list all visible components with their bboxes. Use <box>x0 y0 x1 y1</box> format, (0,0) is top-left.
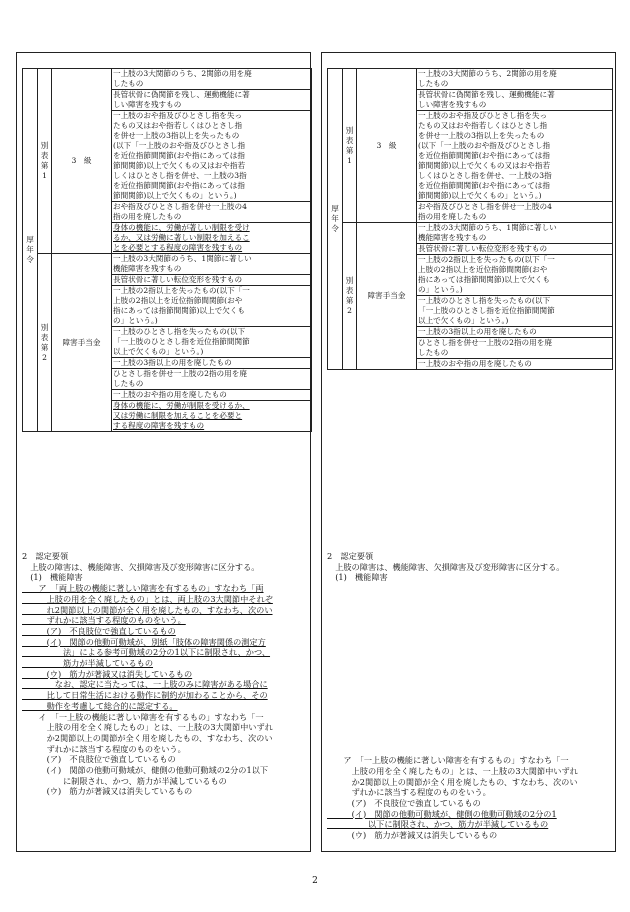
clause-a-item: 以下に制限され、かつ、筋力が半減しているもの <box>327 819 549 830</box>
criteria-line: たもの又はおや指若しくはひとさし指 <box>113 121 243 130</box>
table-label-char: 第 <box>345 145 354 155</box>
right-criteria-table <box>327 68 613 370</box>
grade-label: 3 級 <box>52 69 112 254</box>
table-label-char: 別 <box>40 322 49 332</box>
table-row <box>328 69 613 90</box>
criteria-line: 一上肢のおや指の用を廃したもの <box>418 359 532 368</box>
clause-a-item: (ア) 不良肢位で強直しているもの <box>22 625 176 636</box>
criteria-line: 身体の機能に、労働が制限を受けるか、 <box>113 401 250 410</box>
table-label <box>38 69 52 254</box>
criteria-line: 節間関節)以上で欠くもの」という。) <box>418 191 542 200</box>
blank-space <box>327 583 615 669</box>
criteria-line: 指にあっては指節間関節)以上で欠くも <box>418 275 550 284</box>
criteria-line: 上肢の2指以上を近位指節間関節(おや <box>113 296 243 305</box>
table-label <box>343 69 357 223</box>
clause-a-line: ずれかに該当する程度のものをいう。 <box>22 615 186 626</box>
criteria-line: 一上肢のおや指及びひとさし指を失っ <box>113 111 243 120</box>
criteria-line: (以下「一上肢のおや指及びひとさし指 <box>418 141 551 150</box>
criteria-cell <box>417 69 613 90</box>
criteria-line: 長管状骨に偽関節を残し、運動機能に著 <box>418 90 555 99</box>
table-label-char: 1 <box>347 155 352 165</box>
criteria-line: 一上肢のひとさし指を失ったもの(以下 <box>418 296 551 305</box>
criteria-line: 一上肢の3指以上の用を廃したもの <box>418 327 537 336</box>
criteria-cell <box>417 90 613 111</box>
clause-b-item: に制限され、かつ、筋力が半減しているもの <box>22 775 227 786</box>
clause-a-line: れ2関節以上の関節が全く用を廃したもの、すなわち、次のい <box>22 604 273 615</box>
criteria-line: 一上肢の2指以上を失ったもの(以下「一 <box>418 255 555 264</box>
subsection-heading: (1) 機能障害 <box>327 572 388 583</box>
table-row <box>328 223 613 244</box>
criteria-line: 一上肢の3大関節のうち、1関節に著しい <box>113 254 252 263</box>
table-label-char: 表 <box>40 332 49 342</box>
table-row <box>23 69 312 90</box>
clause-a-item: (ア) 不良肢位で強直しているもの <box>327 797 481 808</box>
criteria-cell <box>112 327 312 358</box>
criteria-line: 一上肢の3指以上の用を廃したもの <box>113 358 232 367</box>
table-label-char: 1 <box>42 171 47 180</box>
clause-a-line: 上肢の用を全く廃したもの」とは、一上肢の3大関節中いずれ <box>327 765 578 776</box>
criteria-line: おや指及びひとさし指を併せ一上肢の4 <box>113 202 247 211</box>
criteria-line: 一上肢のおや指及びひとさし指を失っ <box>418 111 548 120</box>
clause-a-line: ア 「両上肢の機能に著しい障害を有するもの」すなわち「両 <box>22 583 264 594</box>
criteria-line: を併せ一上肢の3指以上を失ったもの <box>113 131 240 140</box>
criteria-line: 一上肢の2指以上を失ったもの(以下「一 <box>113 286 250 295</box>
criteria-cell <box>112 202 312 223</box>
criteria-cell <box>112 390 312 401</box>
criteria-cell <box>112 69 312 90</box>
criteria-line: とを必要とする程度の障害を残すもの <box>113 243 243 252</box>
table-label-char: 表 <box>345 286 354 295</box>
law-label-char: 令 <box>26 255 34 264</box>
criteria-line: たもの又はおや指若しくはひとさし指 <box>418 121 548 130</box>
clause-a-item: 法」による参考可動域の2分の1以下に制限され、かつ、 <box>22 647 271 658</box>
criteria-line: ひとさし指を併せ一上肢の2指の用を廃 <box>418 338 552 347</box>
criteria-line: の」という。) <box>418 285 463 294</box>
table-label-char: 表 <box>40 151 49 160</box>
clause-a-note: 比して日常生活における動作に制約が加わることから、その <box>22 690 268 701</box>
section-intro: 上肢の障害は、機能障害、欠損障害及び変形障害に区分する。 <box>22 561 260 572</box>
grade-label: 3 級 <box>357 69 417 223</box>
table-label-char: 2 <box>42 352 47 362</box>
criteria-cell <box>112 90 312 111</box>
law-label-char: 厚 <box>26 235 34 244</box>
right-certification-text <box>327 551 615 841</box>
table-label-char: 第 <box>345 296 354 305</box>
criteria-cell <box>112 286 312 327</box>
criteria-line: しい障害を残すもの <box>418 100 487 109</box>
clause-b-item: (イ) 関節の他動可動域が、健側の他動可動域の2分の1以下 <box>22 765 269 776</box>
law-label <box>328 69 343 370</box>
clause-b-line: イ 「一上肢の機能に著しい障害を有するもの」すなわち「一 <box>22 711 264 722</box>
law-label-char: 年 <box>331 214 339 223</box>
criteria-line: 「一上肢のひとさし指を近位指節間関節 <box>113 337 250 346</box>
left-certification-text <box>22 551 314 797</box>
criteria-line: を近位指節間関節(おや指にあっては指 <box>113 151 245 160</box>
criteria-line: 機能障害を残すもの <box>418 233 487 242</box>
criteria-line: しくはひとさし指を併せ、一上肢の3指 <box>113 171 247 180</box>
criteria-cell <box>112 275 312 286</box>
clause-b-item: (ウ) 筋力が著減又は消失しているもの <box>22 786 193 797</box>
criteria-line: したもの <box>113 379 144 388</box>
criteria-cell <box>417 255 613 296</box>
table-label-char: 表 <box>345 135 354 145</box>
criteria-line: 上肢の2指以上を近位指節間関節(おや <box>418 265 548 274</box>
criteria-line: 身体の機能に、労働が著しい制限を受け <box>113 223 250 232</box>
section-heading: 2 認定要領 <box>22 551 69 561</box>
criteria-cell <box>417 202 613 223</box>
criteria-cell <box>112 254 312 275</box>
section-heading: 2 認定要領 <box>327 551 374 561</box>
clause-a-item: (イ) 関節の他動可動域が、別紙「肢体の障害関係の測定方 <box>22 636 266 647</box>
criteria-cell <box>417 223 613 244</box>
criteria-line: 一上肢のひとさし指を失ったもの(以下 <box>113 327 246 336</box>
law-label <box>23 69 38 432</box>
law-label-char: 年 <box>26 245 34 254</box>
grade-label: 障害手当金 <box>52 254 112 432</box>
criteria-line: したもの <box>418 79 449 88</box>
criteria-line: 長管状骨に偽関節を残し、運動機能に著 <box>113 90 250 99</box>
criteria-cell <box>417 359 613 370</box>
criteria-line: 以上で欠くもの」という。) <box>418 316 509 325</box>
criteria-line: を近位指節間関節(おや指にあっては指 <box>418 151 550 160</box>
table-label-char: 別 <box>345 276 354 285</box>
table-label-char: 2 <box>347 306 352 315</box>
criteria-line: 「一上肢のひとさし指を近位指節間関節 <box>418 306 555 315</box>
criteria-line: 指にあっては指節間関節)以上で欠くも <box>113 306 245 315</box>
criteria-line: 節間関節)以上で欠くもの又はおや指若 <box>113 161 246 170</box>
criteria-cell <box>417 327 613 338</box>
criteria-line: 長管状骨に著しい転位変形を残すもの <box>418 244 548 253</box>
criteria-line: 節間関節)以上で欠くもの又はおや指若 <box>418 161 551 170</box>
clause-a-item: (ウ) 筋力が著減又は消失しているもの <box>22 668 193 679</box>
criteria-line: 又は労働に制限を加えることを必要と <box>113 411 243 420</box>
criteria-line: したもの <box>418 348 449 357</box>
criteria-cell <box>112 401 312 432</box>
table-label-char: 第 <box>40 342 49 352</box>
criteria-line: 機能障害を残すもの <box>113 264 182 273</box>
clause-a-line: 上肢の用を全く廃したもの」とは、両上肢の3大関節中それぞ <box>22 593 273 604</box>
table-row <box>23 254 312 275</box>
criteria-cell <box>112 111 312 202</box>
left-criteria-table <box>22 68 312 432</box>
criteria-line: を併せ一上肢の3指以上を失ったもの <box>418 131 545 140</box>
law-label-char: 厚 <box>331 204 339 213</box>
law-label-char: 令 <box>331 224 339 233</box>
clause-b-line: か2関節以上の関節が全く用を廃したもの、すなわち、次のい <box>22 732 273 743</box>
table-label-char: 別 <box>40 141 49 150</box>
clause-a-line: か2関節以上の関節が全く用を廃したもの、すなわち、次のい <box>327 776 578 787</box>
criteria-cell <box>112 358 312 369</box>
criteria-line: 一上肢の3大関節のうち、2関節の用を廃 <box>418 69 557 78</box>
criteria-cell <box>112 223 312 254</box>
criteria-line: (以下「一上肢のおや指及びひとさし指 <box>113 141 246 150</box>
clause-a-note: 動作を考慮して総合的に認定する。 <box>22 700 178 711</box>
clause-a-item: 筋力が半減しているもの <box>22 658 154 669</box>
criteria-line: 一上肢のおや指の用を廃したもの <box>113 390 227 399</box>
table-label-char: 第 <box>40 161 49 170</box>
criteria-line: 以上で欠くもの」という。) <box>113 347 204 356</box>
criteria-line: しい障害を残すもの <box>113 100 182 109</box>
criteria-line: したもの <box>113 79 144 88</box>
page-number: 2 <box>312 876 318 886</box>
criteria-line: 一上肢の3大関節のうち、1関節に著しい <box>418 223 557 232</box>
table-label <box>38 254 52 432</box>
criteria-cell <box>417 296 613 327</box>
clause-b-line: 上肢の用を全く廃したもの」とは、一上肢の3大関節中いずれ <box>22 722 273 733</box>
blank-space <box>327 669 615 755</box>
criteria-line: 節間関節)以上で欠くもの」という。) <box>113 191 237 200</box>
section-intro: 上肢の障害は、機能障害、欠損障害及び変形障害に区分する。 <box>327 561 565 572</box>
table-label <box>343 223 357 370</box>
criteria-line: の」という。) <box>113 316 158 325</box>
criteria-line: を近位指節間関節(おや指にあっては指 <box>113 181 245 190</box>
criteria-line: 指の用を廃したもの <box>418 212 487 221</box>
subsection-heading: (1) 機能障害 <box>22 572 83 583</box>
clause-a-line: ずれかに該当する程度のものをいう。 <box>327 787 491 798</box>
criteria-cell <box>417 338 613 359</box>
criteria-line: ひとさし指を併せ一上肢の2指の用を廃 <box>113 369 247 378</box>
criteria-line: を近位指節間関節(おや指にあっては指 <box>418 181 550 190</box>
criteria-cell <box>112 369 312 390</box>
criteria-line: しくはひとさし指を併せ、一上肢の3指 <box>418 171 552 180</box>
table-label-char: 別 <box>345 125 354 135</box>
criteria-line: 指の用を廃したもの <box>113 212 182 221</box>
criteria-cell <box>417 244 613 255</box>
grade-label: 障害手当金 <box>357 223 417 370</box>
clause-b-item: (ア) 不良肢位で強直しているもの <box>22 754 176 765</box>
criteria-cell <box>417 111 613 202</box>
criteria-line: 一上肢の3大関節のうち、2関節の用を廃 <box>113 69 252 78</box>
clause-a-item: (ウ) 筋力が著減又は消失しているもの <box>327 830 498 841</box>
clause-a-note: なお、認定に当たっては、一上肢のみに障害がある場合に <box>22 679 268 690</box>
clause-a-item: (イ) 関節の他動可動域が、健側の他動可動域の2分の1 <box>327 808 557 819</box>
criteria-line: るか、又は労働に著しい制限を加えるこ <box>113 233 250 242</box>
criteria-line: 長管状骨に著しい転位変形を残すもの <box>113 275 243 284</box>
criteria-line: おや指及びひとさし指を併せ一上肢の4 <box>418 202 552 211</box>
clause-b-line: ずれかに該当する程度のものをいう。 <box>22 743 186 754</box>
clause-a-line: ア 「一上肢の機能に著しい障害を有するもの」すなわち「一 <box>327 755 569 766</box>
criteria-line: する程度の障害を残すもの <box>113 421 205 430</box>
